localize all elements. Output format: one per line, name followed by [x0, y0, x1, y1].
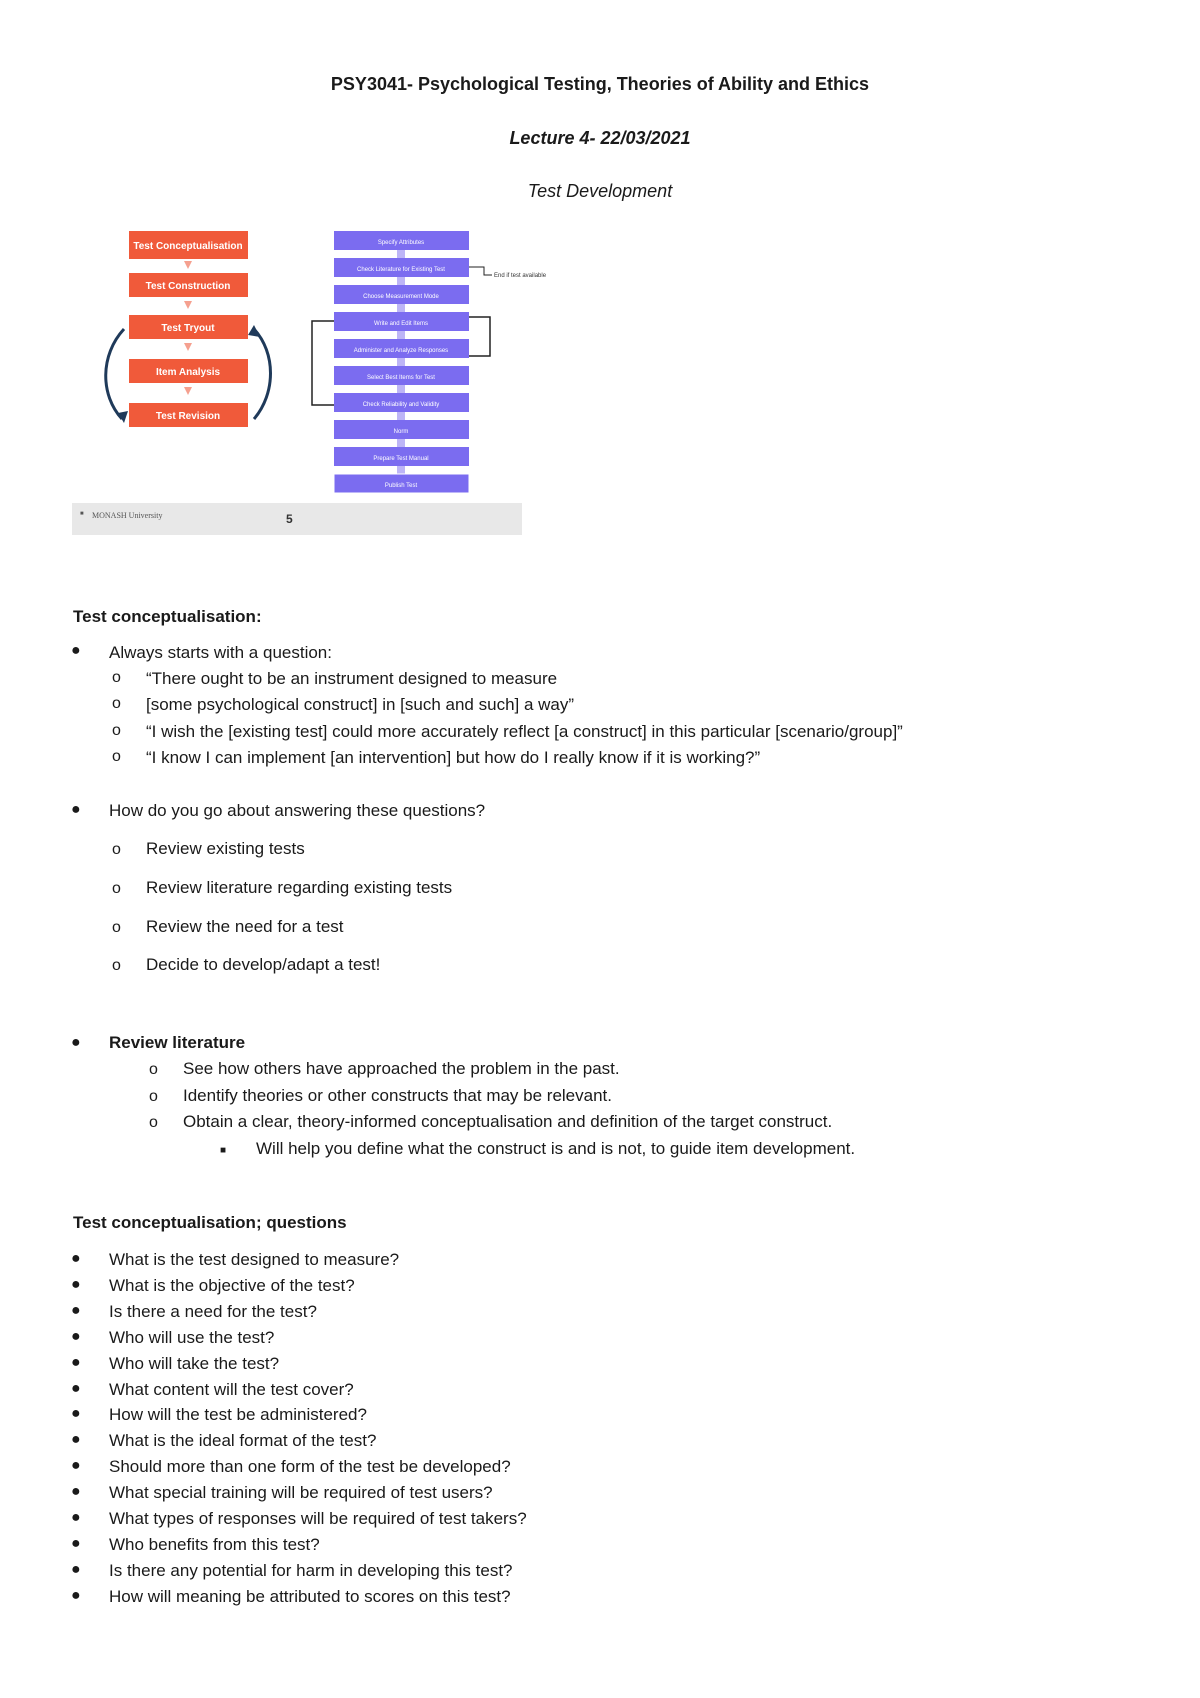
bullet-icon: ●	[71, 1380, 81, 1397]
quote-line: “I know I can implement [an intervention] but how do I really know if it is working?”	[146, 748, 761, 767]
bullet-text: How do you go about answering these questions?	[109, 801, 486, 820]
connector	[397, 385, 405, 393]
arrow-down-icon	[184, 301, 192, 309]
quote-line: “There ought to be an instrument designed to measure	[146, 669, 558, 688]
connector	[397, 277, 405, 285]
question-item: How will the test be administered?	[109, 1405, 367, 1424]
loop-bracket-right	[469, 317, 490, 356]
answer-line: Review literature regarding existing tests	[146, 878, 453, 897]
quote-line: [some psychological construct] in [such and such] a way”	[146, 695, 575, 714]
bullet-icon: ●	[71, 642, 81, 659]
section-heading: Test conceptualisation; questions	[73, 1213, 347, 1232]
step-label: Item Analysis	[155, 367, 221, 378]
circle-bullet-icon: o	[112, 880, 121, 897]
step-label: Choose Measurement Mode	[363, 294, 439, 300]
question-item: Is there a need for the test?	[109, 1302, 317, 1321]
circle-bullet-icon: o	[112, 669, 121, 686]
arrow-down-icon	[184, 343, 192, 351]
circle-bullet-icon: o	[112, 748, 121, 765]
question-item: What special training will be required of test users?	[109, 1483, 493, 1502]
question-item: Who will take the test?	[109, 1354, 280, 1373]
quote-line: “I wish the [existing test] could more accurately reflect [a construct] in this particular [scenario/group]”	[146, 722, 903, 741]
bullet-icon: ●	[71, 1405, 81, 1422]
connector	[397, 412, 405, 420]
connector	[397, 439, 405, 447]
circle-bullet-icon: o	[149, 1061, 158, 1078]
loop-bracket-left	[312, 321, 334, 405]
question-item: Who benefits from this test?	[109, 1535, 320, 1554]
cycle-arrow-right-icon	[254, 329, 271, 419]
circle-bullet-icon: o	[149, 1114, 158, 1131]
connector	[397, 304, 405, 312]
monash-logo-text: MONASH University	[92, 511, 163, 520]
bullet-icon: ●	[71, 1431, 81, 1448]
lecture-date: Lecture 4- 22/03/2021	[509, 128, 691, 148]
step-label: Test Revision	[155, 411, 221, 422]
answer-line: Review the need for a test	[146, 917, 344, 936]
step-label: Check Reliability and Validity	[362, 402, 440, 408]
bullet-icon: ●	[71, 1587, 81, 1604]
circle-bullet-icon: o	[112, 919, 121, 936]
monash-logo: ■	[80, 511, 84, 517]
connector	[397, 331, 405, 339]
right-flow	[312, 231, 547, 493]
bullet-icon: ●	[71, 1483, 81, 1500]
bullet-icon: ●	[71, 1354, 81, 1371]
question-item: Who will use the test?	[109, 1328, 275, 1347]
literature-subline: Will help you define what the construct is and is not, to guide item development.	[256, 1139, 856, 1158]
circle-bullet-icon: o	[112, 957, 121, 974]
circle-bullet-icon: o	[112, 841, 121, 858]
bullet-icon: ●	[71, 1034, 81, 1051]
circle-bullet-icon: o	[112, 695, 121, 712]
question-item: What is the test designed to measure?	[109, 1250, 400, 1269]
connector	[397, 250, 405, 258]
question-item: What is the ideal format of the test?	[109, 1431, 377, 1450]
circle-bullet-icon: o	[149, 1088, 158, 1105]
bullet-text: Review literature	[109, 1033, 246, 1052]
exit-arrow-icon	[469, 267, 492, 275]
cycle-arrow-left-icon	[106, 329, 124, 419]
question-item: Is there any potential for harm in developing this test?	[109, 1561, 513, 1580]
question-item: Should more than one form of the test be developed?	[109, 1457, 511, 1476]
step-label: Specify Attributes	[377, 240, 425, 246]
step-label: Write and Edit Items	[374, 321, 428, 327]
step-label: Test Tryout	[161, 323, 215, 334]
step-label: Test Construction	[145, 281, 231, 292]
step-label: Administer and Analyze Responses	[353, 348, 449, 354]
answer-line: Review existing tests	[146, 839, 305, 858]
topic-subtitle: Test Development	[527, 181, 673, 201]
step-label: Test Conceptualisation	[133, 241, 243, 252]
section-heading: Test conceptualisation:	[73, 607, 262, 626]
arrow-down-icon	[184, 387, 192, 395]
question-item: What is the objective of the test?	[109, 1276, 355, 1295]
bullet-text: Always starts with a question:	[109, 643, 332, 662]
question-item: What types of responses will be required of test takers?	[109, 1509, 527, 1528]
connector	[397, 358, 405, 366]
square-bullet-icon: ■	[220, 1145, 227, 1156]
bullet-icon: ●	[71, 1302, 81, 1319]
answer-line: Decide to develop/adapt a test!	[146, 955, 381, 974]
literature-line: Obtain a clear, theory-informed conceptualisation and definition of the target construct.	[183, 1112, 833, 1131]
side-note: End if test available	[494, 273, 547, 279]
document-title: PSY3041- Psychological Testing, Theories of Ability and Ethics	[330, 74, 870, 94]
slide-number: 5	[286, 512, 293, 526]
bullet-icon: ●	[71, 801, 81, 818]
left-flow	[106, 231, 271, 427]
arrow-down-icon	[184, 261, 192, 269]
bullet-icon: ●	[71, 1328, 81, 1345]
question-item: How will meaning be attributed to scores on this test?	[109, 1587, 511, 1606]
step-label: Check Literature for Existing Test	[357, 267, 445, 273]
literature-line: Identify theories or other constructs that may be relevant.	[183, 1086, 612, 1105]
bullet-icon: ●	[71, 1457, 81, 1474]
question-item: What content will the test cover?	[109, 1380, 354, 1399]
bullet-icon: ●	[71, 1250, 81, 1267]
literature-line: See how others have approached the problem in the past.	[183, 1059, 620, 1078]
step-label: Prepare Test Manual	[373, 456, 429, 462]
connector	[397, 466, 405, 474]
bullet-icon: ●	[71, 1535, 81, 1552]
arrow-head-icon	[248, 325, 260, 337]
test-development-slide	[72, 225, 547, 535]
bullet-icon: ●	[71, 1276, 81, 1293]
step-label: Select Best Items for Test	[367, 375, 435, 381]
step-label: Publish Test	[384, 483, 418, 489]
step-label: Norm	[393, 429, 409, 435]
circle-bullet-icon: o	[112, 722, 121, 739]
bullet-icon: ●	[71, 1509, 81, 1526]
bullet-icon: ●	[71, 1561, 81, 1578]
